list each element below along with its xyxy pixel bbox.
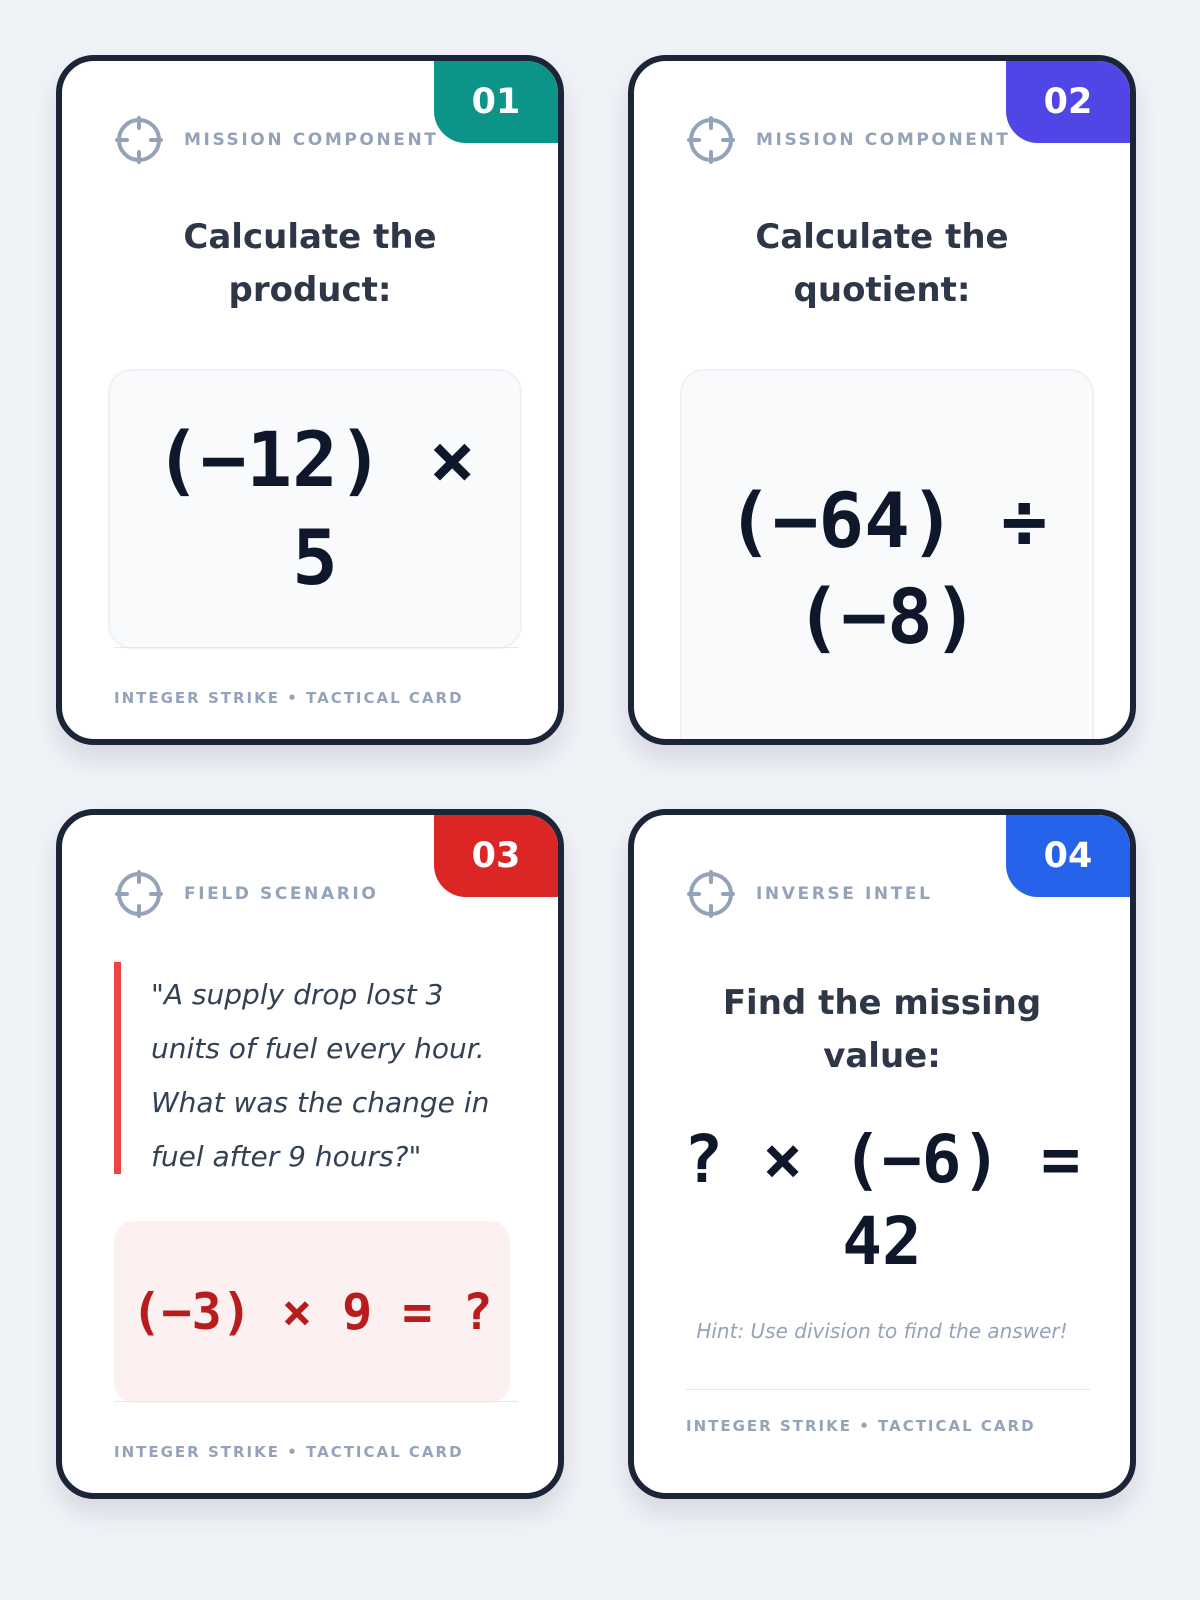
mission-card-1[interactable]: [56, 55, 564, 745]
card-header: [114, 115, 439, 165]
scenario-expression-box: [114, 1221, 510, 1403]
card-header: [686, 869, 933, 919]
mission-card-3[interactable]: [56, 809, 564, 1499]
card-number-badge: 01: [434, 61, 558, 143]
footer-divider: [114, 647, 518, 648]
card-header: [686, 115, 1011, 165]
card-number-badge: 04: [1006, 815, 1130, 897]
mission-card-4[interactable]: [628, 809, 1136, 1499]
math-expression: (−12) × 5: [154, 415, 521, 602]
footer-divider: [114, 1401, 518, 1402]
card-category-label: MISSION COMPONENT: [756, 130, 1011, 150]
math-expression-box: [108, 369, 522, 649]
card-header: [114, 869, 378, 919]
card-prompt: Calculate the product:: [183, 217, 437, 310]
card-prompt: Find the missing value:: [722, 983, 1042, 1076]
card-number-badge: 02: [1006, 61, 1130, 143]
crosshair-icon: [686, 869, 736, 919]
crosshair-icon: [686, 115, 736, 165]
math-expression-box: [680, 369, 1094, 745]
math-equation: ? × (−6) = 42: [683, 1121, 1121, 1280]
mission-card-2[interactable]: [628, 55, 1136, 745]
card-category-label: FIELD SCENARIO: [184, 884, 379, 904]
card-prompt: Calculate the quotient:: [755, 217, 1009, 310]
card-footer: INTEGER STRIKE • TACTICAL CARD: [686, 1417, 1036, 1435]
card-number-badge: 03: [434, 815, 558, 897]
scenario-expression: (−3) × 9 = ?: [131, 1283, 493, 1341]
math-expression: (−64) ÷ (−8): [726, 476, 1093, 661]
scenario-quote: "A supply drop lost 3 units of fuel every hour. What was the change in fuel after 9 hours?": [114, 962, 510, 1174]
hint-text: Hint: Use division to find the answer!: [696, 1319, 1068, 1343]
card-footer: INTEGER STRIKE • TACTICAL CARD: [114, 689, 464, 707]
card-category-label: MISSION COMPONENT: [184, 130, 439, 150]
card-footer: INTEGER STRIKE • TACTICAL CARD: [114, 1443, 464, 1461]
crosshair-icon: [114, 869, 164, 919]
crosshair-icon: [114, 115, 164, 165]
footer-divider: [686, 1389, 1090, 1390]
card-category-label: INVERSE INTEL: [756, 884, 933, 904]
